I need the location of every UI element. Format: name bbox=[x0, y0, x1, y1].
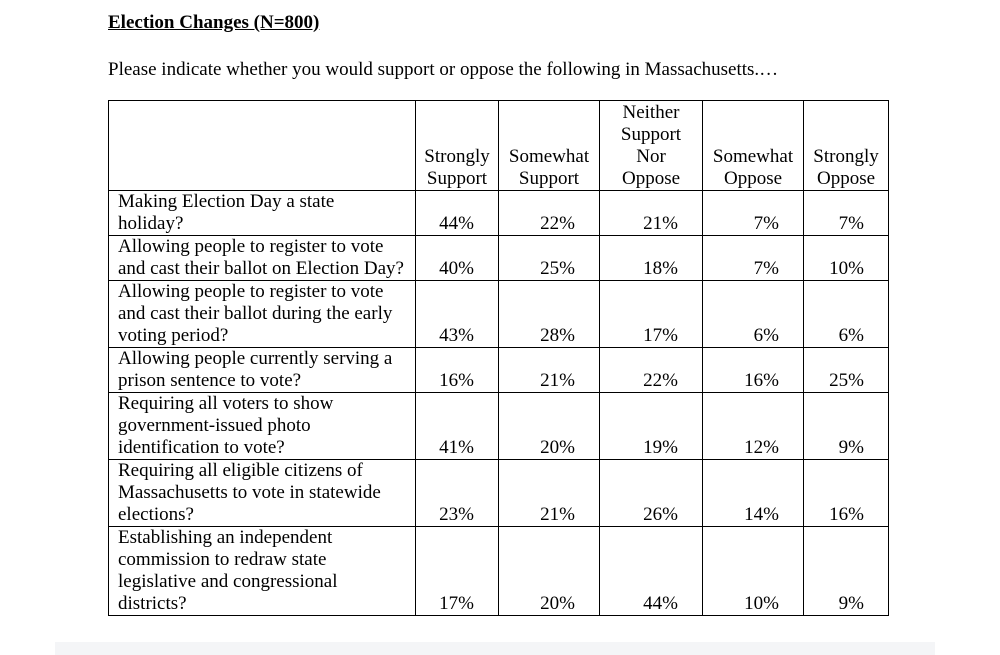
question-line: Establishing an independent bbox=[118, 527, 333, 548]
header-line: Neither bbox=[622, 102, 680, 123]
table-row bbox=[109, 393, 889, 460]
question-line: holiday? bbox=[118, 213, 184, 234]
value-cell: 25% bbox=[499, 236, 600, 281]
value-cell: 10% bbox=[703, 527, 804, 616]
header-line: Support bbox=[426, 168, 488, 189]
question-cell bbox=[109, 191, 416, 236]
question-line: Requiring all eligible citizens of bbox=[118, 460, 363, 481]
question-line: Requiring all voters to show bbox=[118, 393, 334, 414]
value-cell: 20% bbox=[499, 393, 600, 460]
question-cell bbox=[109, 281, 416, 348]
value-cell: 17% bbox=[416, 527, 499, 616]
value-cell: 19% bbox=[600, 393, 703, 460]
question-line: government-issued photo bbox=[118, 415, 311, 436]
column-header bbox=[416, 101, 499, 191]
column-header bbox=[804, 101, 889, 191]
value-cell: 40% bbox=[416, 236, 499, 281]
value-cell: 10% bbox=[804, 236, 889, 281]
question-column-header bbox=[109, 101, 416, 191]
question-line: Allowing people to register to vote bbox=[118, 281, 384, 302]
header-line: Oppose bbox=[621, 168, 681, 189]
value-cell: 17% bbox=[600, 281, 703, 348]
value-cell: 12% bbox=[703, 393, 804, 460]
question-line: legislative and congressional bbox=[118, 571, 338, 592]
question-line: voting period? bbox=[118, 325, 229, 346]
question-cell bbox=[109, 236, 416, 281]
survey-instruction: Please indicate whether you would support or oppose the following in Massachusetts.… bbox=[108, 59, 779, 80]
page-bottom-edge bbox=[55, 642, 935, 655]
value-cell: 6% bbox=[703, 281, 804, 348]
question-line: and cast their ballot during the early bbox=[118, 303, 393, 324]
value-cell: 21% bbox=[499, 460, 600, 527]
value-cell: 22% bbox=[600, 348, 703, 393]
value-cell: 26% bbox=[600, 460, 703, 527]
table-row bbox=[109, 460, 889, 527]
value-cell: 44% bbox=[416, 191, 499, 236]
value-cell: 6% bbox=[804, 281, 889, 348]
question-cell bbox=[109, 393, 416, 460]
results-table bbox=[108, 100, 889, 616]
question-cell bbox=[109, 460, 416, 527]
question-cell bbox=[109, 348, 416, 393]
question-line: Allowing people to register to vote bbox=[118, 236, 384, 257]
header-line: Support bbox=[620, 124, 682, 145]
value-cell: 9% bbox=[804, 527, 889, 616]
value-cell: 21% bbox=[600, 191, 703, 236]
column-header bbox=[703, 101, 804, 191]
header-line: Strongly bbox=[424, 146, 490, 167]
value-cell: 14% bbox=[703, 460, 804, 527]
question-line: identification to vote? bbox=[118, 437, 285, 458]
table-row bbox=[109, 191, 889, 236]
question-cell bbox=[109, 527, 416, 616]
question-line: elections? bbox=[118, 504, 194, 525]
value-cell: 7% bbox=[804, 191, 889, 236]
table-row bbox=[109, 281, 889, 348]
question-line: and cast their ballot on Election Day? bbox=[118, 258, 404, 279]
question-line: Allowing people currently serving a bbox=[118, 348, 393, 369]
value-cell: 18% bbox=[600, 236, 703, 281]
question-line: districts? bbox=[118, 593, 187, 614]
value-cell: 16% bbox=[804, 460, 889, 527]
value-cell: 22% bbox=[499, 191, 600, 236]
question-line: commission to redraw state bbox=[118, 549, 327, 570]
header-line: Somewhat bbox=[508, 146, 590, 167]
value-cell: 16% bbox=[703, 348, 804, 393]
value-cell: 23% bbox=[416, 460, 499, 527]
value-cell: 21% bbox=[499, 348, 600, 393]
value-cell: 25% bbox=[804, 348, 889, 393]
question-line: Massachusetts to vote in statewide bbox=[118, 482, 381, 503]
header-line: Strongly bbox=[813, 146, 879, 167]
value-cell: 16% bbox=[416, 348, 499, 393]
value-cell: 28% bbox=[499, 281, 600, 348]
column-header bbox=[600, 101, 703, 191]
table-row bbox=[109, 236, 889, 281]
value-cell: 44% bbox=[600, 527, 703, 616]
header-line: Oppose bbox=[723, 168, 783, 189]
header-line: Nor bbox=[636, 146, 666, 167]
table-row bbox=[109, 527, 889, 616]
value-cell: 9% bbox=[804, 393, 889, 460]
header-line: Somewhat bbox=[712, 146, 794, 167]
value-cell: 20% bbox=[499, 527, 600, 616]
column-header bbox=[499, 101, 600, 191]
value-cell: 43% bbox=[416, 281, 499, 348]
table-row bbox=[109, 348, 889, 393]
page-title: Election Changes (N=800) bbox=[108, 12, 320, 33]
header-line: Oppose bbox=[816, 168, 876, 189]
question-line: Making Election Day a state bbox=[118, 191, 335, 212]
question-line: prison sentence to vote? bbox=[118, 370, 302, 391]
header-row bbox=[109, 101, 889, 191]
value-cell: 41% bbox=[416, 393, 499, 460]
value-cell: 7% bbox=[703, 191, 804, 236]
header-line: Support bbox=[518, 168, 580, 189]
value-cell: 7% bbox=[703, 236, 804, 281]
